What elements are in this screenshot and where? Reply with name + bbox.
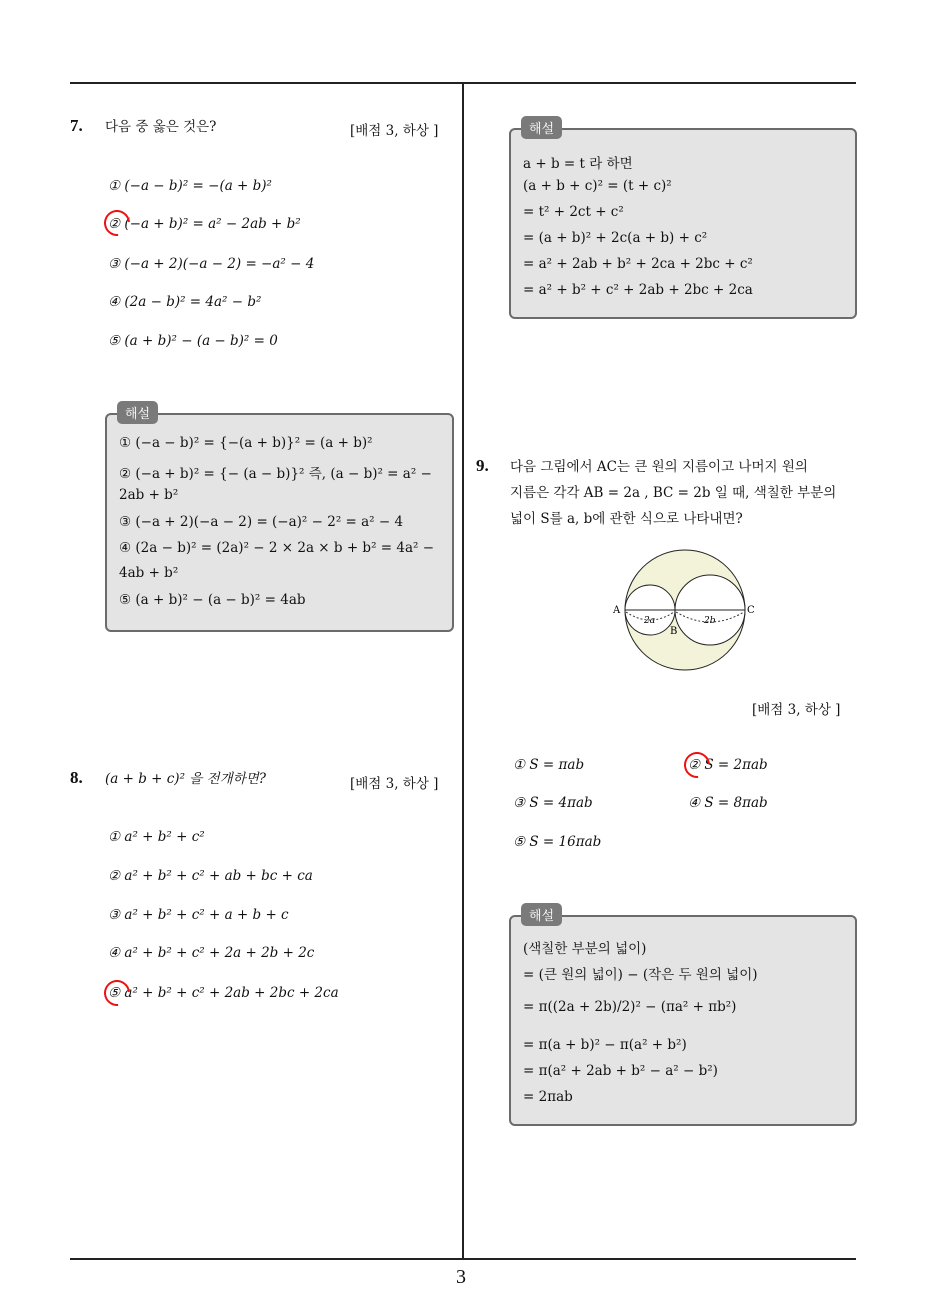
q9-option-3[interactable]: ③ S = 4πab	[513, 795, 593, 811]
q7-option-5[interactable]: ⑤ (a + b)² − (a − b)² = 0	[108, 333, 278, 349]
q9-solution-tag: 해설	[521, 903, 562, 926]
q9-score: [배점 3, 하상 ]	[752, 702, 841, 718]
q8-number: 8.	[70, 768, 83, 787]
q8-option-3[interactable]: ③ a² + b² + c² + a + b + c	[108, 907, 289, 923]
q7-solution-box	[105, 407, 454, 632]
q9-answer-mark	[679, 747, 716, 784]
q8-option-2[interactable]: ② a² + b² + c² + ab + bc + ca	[108, 868, 313, 884]
q8-solution-line: = a² + b² + c² + 2ab + 2bc + 2ca	[523, 282, 753, 298]
q9-option-4[interactable]: ④ S = 8πab	[688, 795, 768, 811]
q8-solution-line: = (a + b)² + 2c(a + b) + c²	[523, 230, 708, 246]
q9-option-2[interactable]: ② S = 2πab	[688, 757, 768, 773]
q7-option-3[interactable]: ③ (−a + 2)(−a − 2) = −a² − 4	[108, 256, 315, 272]
q8-solution-box	[509, 122, 857, 319]
q7-answer-mark	[99, 205, 136, 242]
q7-option-2[interactable]: ② (−a + b)² = a² − 2ab + b²	[108, 216, 301, 232]
q7-number: 7.	[70, 116, 83, 135]
label-2b: 2b	[704, 616, 716, 626]
q8-answer-mark	[99, 975, 136, 1012]
q7-solution-line: ④ (2a − b)² = (2a)² − 2 × 2a × b + b² = 4a² −	[119, 540, 435, 556]
q8-solution-tag: 해설	[521, 116, 562, 139]
q9-solution-line: = π(a + b)² − π(a² + b²)	[523, 1037, 687, 1053]
q9-solution-box	[509, 909, 857, 1126]
q9-circle-figure	[610, 548, 760, 678]
q9-number: 9.	[476, 456, 489, 475]
label-a: A	[613, 605, 621, 616]
column-divider	[462, 83, 464, 1259]
q8-text: (a + b + c)² 을 전개하면?	[105, 771, 267, 787]
label-b: B	[670, 626, 678, 637]
q9-text-line-2: 지름은 각각 AB = 2a , BC = 2b 일 때, 색칠한 부분의	[510, 485, 837, 501]
q7-solution-line: 4ab + b²	[119, 565, 179, 581]
q7-solution-line: 2ab + b²	[119, 487, 179, 503]
q9-solution-line: = π(a² + 2ab + b² − a² − b²)	[523, 1063, 718, 1079]
q8-option-4[interactable]: ④ a² + b² + c² + 2a + 2b + 2c	[108, 945, 315, 961]
q7-solution-line: ② (−a + b)² = {− (a − b)}² 즉, (a − b)² = a² −	[119, 466, 432, 482]
q9-text-line-1: 다음 그림에서 AC는 큰 원의 지름이고 나머지 원의	[510, 459, 808, 475]
q8-solution-line: (a + b + c)² = (t + c)²	[523, 178, 672, 194]
label-2a: 2a	[644, 616, 656, 626]
q8-solution-line: = t² + 2ct + c²	[523, 204, 624, 220]
q7-solution-line: ③ (−a + 2)(−a − 2) = (−a)² − 2² = a² − 4	[119, 514, 404, 530]
q9-solution-line: (색칠한 부분의 넓이)	[523, 941, 647, 957]
q7-solution-tag: 해설	[117, 401, 158, 424]
q7-solution-line: ① (−a − b)² = {−(a + b)}² = (a + b)²	[119, 435, 373, 451]
q8-option-1[interactable]: ① a² + b² + c²	[108, 829, 205, 845]
q7-score: [배점 3, 하상 ]	[350, 123, 439, 139]
q9-solution-line: = 2πab	[523, 1089, 573, 1105]
q8-solution-line: = a² + 2ab + b² + 2ca + 2bc + c²	[523, 256, 753, 272]
q9-text-line-3: 넓이 S를 a, b에 관한 식으로 나타내면?	[510, 511, 743, 527]
q9-solution-line: = π((2a + 2b)/2)² − (πa² + πb²)	[523, 999, 737, 1015]
q7-option-4[interactable]: ④ (2a − b)² = 4a² − b²	[108, 294, 262, 310]
q9-solution-line: = (큰 원의 넓이) − (작은 두 원의 넓이)	[523, 967, 758, 983]
page-number: 3	[456, 1266, 466, 1288]
q9-option-5[interactable]: ⑤ S = 16πab	[513, 834, 602, 850]
q9-option-1[interactable]: ① S = πab	[513, 757, 585, 773]
q8-option-5[interactable]: ⑤ a² + b² + c² + 2ab + 2bc + 2ca	[108, 985, 339, 1001]
q7-text: 다음 중 옳은 것은?	[105, 119, 217, 135]
q7-option-1[interactable]: ① (−a − b)² = −(a + b)²	[108, 178, 272, 194]
q7-solution-line: ⑤ (a + b)² − (a − b)² = 4ab	[119, 592, 306, 608]
bottom-rule	[70, 1258, 856, 1260]
q8-score: [배점 3, 하상 ]	[350, 776, 439, 792]
q8-solution-line: a + b = t 라 하면	[523, 156, 633, 172]
label-c: C	[747, 605, 755, 616]
